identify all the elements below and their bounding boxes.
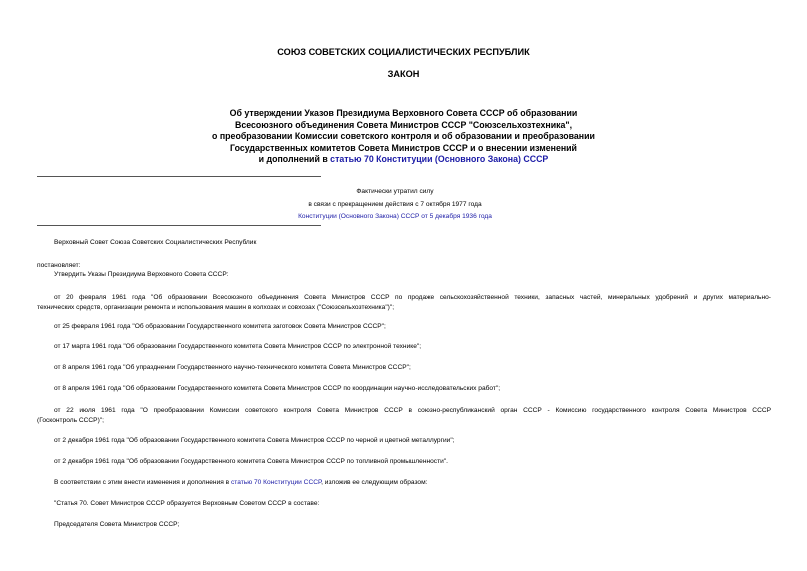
paragraph: постановляет: — [37, 262, 81, 269]
paragraph-text: , изложив ее следующим образом: — [321, 479, 428, 486]
country-title: СОЮЗ СОВЕТСКИХ СОЦИАЛИСТИЧЕСКИХ РЕСПУБЛИК — [277, 47, 530, 57]
paragraph-decree-5: от 8 апреля 1961 года "Об образовании Государственного комитета Совета Министров СССР по координации научно-исследовательских работ"; — [54, 385, 501, 392]
status-line: Фактически утратил силу — [356, 188, 434, 195]
paragraph-decree-3: от 17 марта 1961 года "Об образовании Государственного комитета Совета Министров СССР по электронной технике"; — [54, 343, 422, 350]
article-70-link[interactable]: статью 70 Конституции СССР — [231, 479, 322, 486]
status-line: в связи с прекращением действия с 7 октября 1977 года — [308, 200, 482, 208]
paragraph-line: технических средств, организации ремонта и использования машин в колхозах и совхозах ("Союзсельхозтехника")"; — [37, 304, 395, 311]
document-type: ЗАКОН — [387, 69, 420, 79]
constitution-article-link[interactable]: статью 70 Конституции (Основного Закона) СССР — [330, 154, 549, 165]
paragraph-line: от 20 февраля 1961 года "Об образовании Всесоюзного объединения Совета Министров СССР по продаже сельскохозяйственной техники, запасных частей, минеральных удобрений и других материально- — [54, 294, 771, 301]
paragraph-decree-4: от 8 апреля 1961 года "Об упразднении Государственного научно-технического комитета Совета Министров СССР"; — [54, 364, 411, 371]
status-note — [190, 186, 600, 224]
paragraph-amendment — [54, 479, 427, 486]
document-heading — [0, 108, 807, 166]
heading-line: о преобразовании Комиссии советского контроля и об образовании и преобразовании — [212, 131, 595, 142]
paragraph-decree-6 — [37, 406, 771, 426]
heading-line: Всесоюзного объединения Совета Министров СССР "Союзсельхозтехника", — [234, 119, 573, 130]
paragraph-article-70: "Статья 70. Совет Министров СССР образуется Верховным Советом СССР в составе: — [54, 500, 320, 507]
heading-line — [0, 154, 807, 166]
paragraph-text: В соответствии с этим внести изменения и дополнения в — [54, 479, 231, 486]
divider-top — [37, 176, 321, 177]
paragraph: Утвердить Указы Президиума Верховного Совета СССР: — [54, 271, 229, 278]
heading-line-text: и дополнений в — [258, 154, 331, 165]
heading-line: Государственных комитетов Совета Министров СССР и о внесении изменений — [230, 142, 577, 153]
paragraph-line: от 22 июля 1961 года "О преобразовании Комиссии советского контроля Совета Министров СССР в союзно-республиканский орган СССР - Комиссию государственного контроля Совета Министров СССР — [54, 407, 771, 414]
paragraph-line: (Госконтроль СССР)"; — [37, 417, 104, 424]
constitution-1936-link[interactable]: Конституции (Основного Закона) СССР от 5 декабря 1936 года — [298, 213, 492, 220]
heading-line: Об утверждении Указов Президиума Верховного Совета СССР об образовании — [229, 108, 578, 118]
paragraph-decree-8: от 2 декабря 1961 года "Об образовании Государственного комитета Совета Министров СССР по топливной промышленности". — [54, 458, 448, 465]
paragraph-chairman: Председателя Совета Министров СССР; — [54, 521, 180, 528]
paragraph-decree-2: от 25 февраля 1961 года "Об образовании Государственного комитета заготовок Совета Министров СССР"; — [54, 323, 386, 330]
paragraph-decree-7: от 2 декабря 1961 года "Об образовании Государственного комитета Совета Министров СССР по черной и цветной металлургии"; — [54, 437, 455, 444]
divider-bottom — [37, 225, 321, 226]
paragraph: Верховный Совет Союза Советских Социалистических Республик — [54, 239, 257, 246]
paragraph-decree-1 — [37, 293, 771, 313]
